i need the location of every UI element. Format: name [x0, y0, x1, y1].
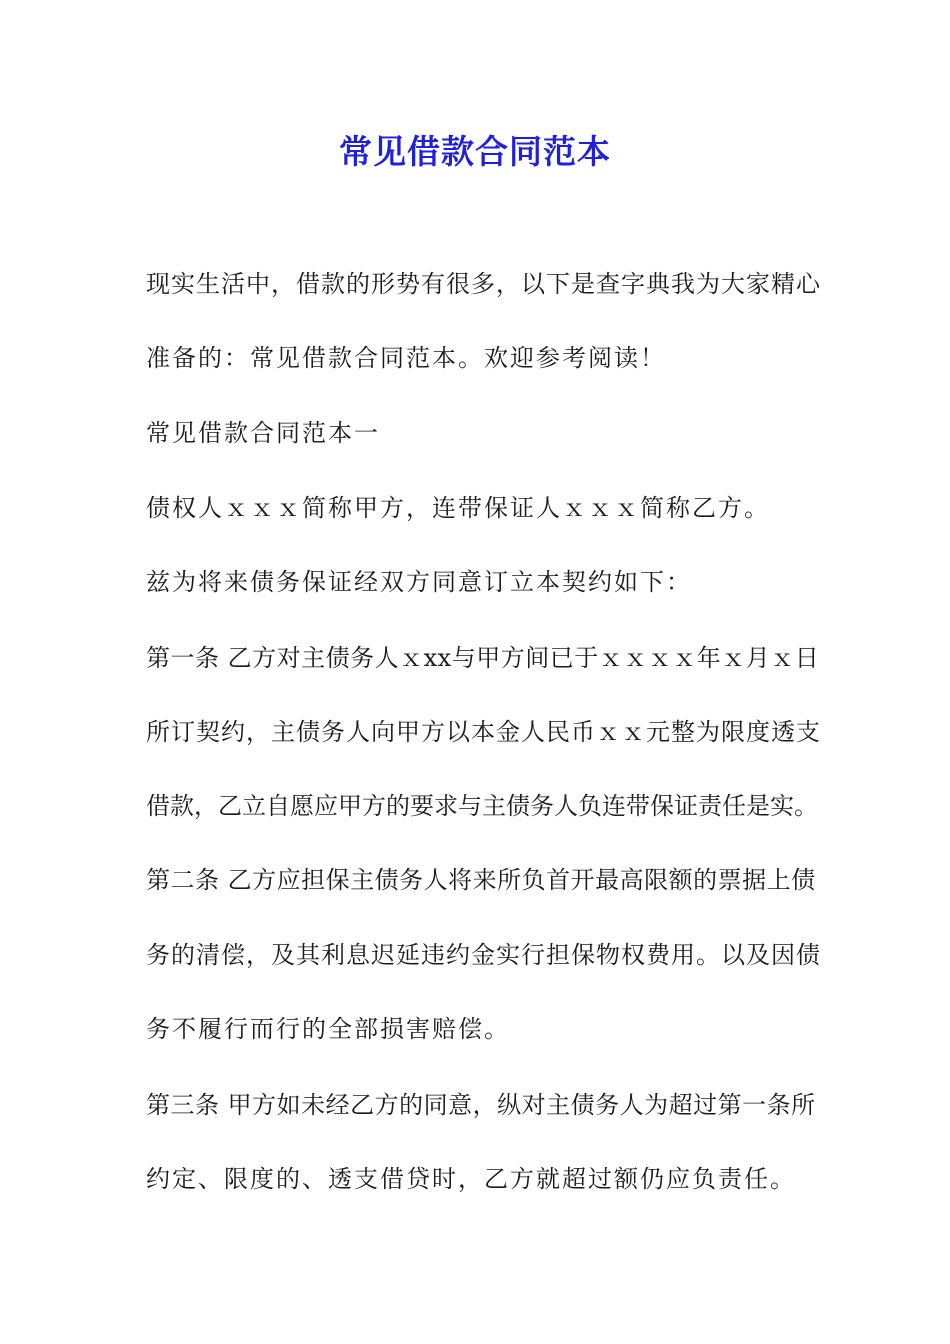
article-1-line: 所订契约，主债务人向甲方以本金人民币ｘｘ元整为限度透支 — [146, 718, 821, 746]
section-heading: 常见借款合同范本一 — [146, 419, 380, 447]
article-3-line: 第三条 甲方如未经乙方的同意，纵对主债务人为超过第一条所 — [146, 1091, 816, 1119]
article-1-line: 借款，乙立自愿应甲方的要求与主债务人负连带保证责任是实。 — [146, 792, 818, 820]
article-2-line: 务的清偿，及其利息迟延违约金实行担保物权费用。以及因债 — [146, 941, 821, 969]
article-1-line: 第一条 乙方对主债务人ｘxx与甲方间已于ｘｘｘｘ年ｘ月ｘ日 — [146, 644, 820, 672]
paragraph-line: 兹为将来债务保证经双方同意订立本契约如下： — [146, 568, 692, 596]
article-2-line: 第二条 乙方应担保主债务人将来所负首开最高限额的票据上债 — [146, 866, 816, 894]
article-3-line: 约定、限度的、透支借贷时，乙方就超过额仍应负责任。 — [146, 1165, 796, 1193]
paragraph-line: 准备的：常见借款合同范本。欢迎参考阅读！ — [146, 344, 666, 372]
paragraph-line: 现实生活中，借款的形势有很多，以下是查字典我为大家精心 — [146, 270, 821, 298]
article-2-line: 务不履行而行的全部损害赔偿。 — [146, 1015, 510, 1043]
paragraph-line: 债权人ｘｘｘ简称甲方，连带保证人ｘｘｘ简称乙方。 — [146, 494, 770, 522]
document-title: 常见借款合同范本 — [339, 132, 611, 171]
